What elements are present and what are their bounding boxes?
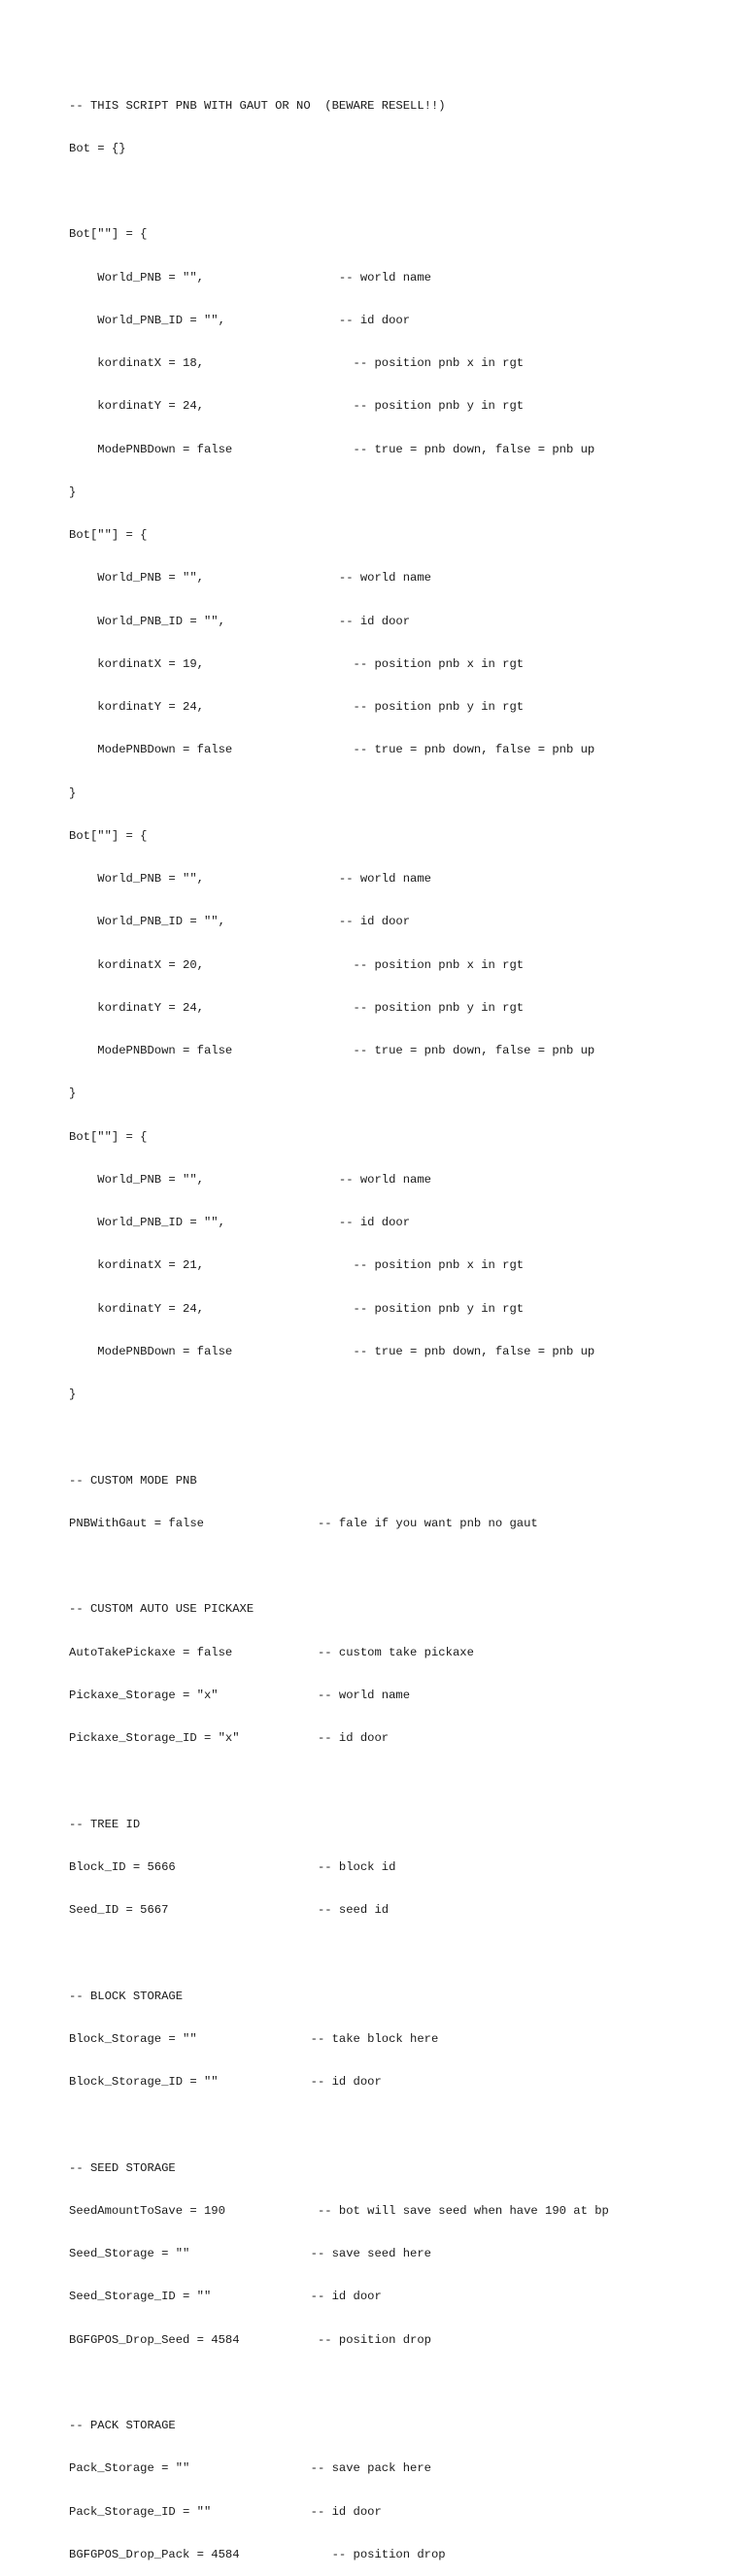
- code-line: kordinatX = 21, -- position pnb x in rgt: [69, 1258, 525, 1273]
- code-line: -- CUSTOM AUTO USE PICKAXE: [69, 1602, 254, 1617]
- code-line: }: [69, 1388, 77, 1401]
- code-line: Block_Storage_ID = "" -- id door: [69, 2075, 382, 2089]
- code-line: -- TREE ID: [69, 1817, 141, 1831]
- code-line: ModePNBDown = false -- true = pnb down, false = pnb up: [69, 442, 595, 456]
- code-line: -- BLOCK STORAGE: [69, 1989, 184, 2003]
- code-line: kordinatY = 24, -- position pnb y in rgt: [69, 700, 525, 714]
- code-line: -- SEED STORAGE: [69, 2160, 176, 2175]
- code-line: -- CUSTOM MODE PNB: [69, 1473, 197, 1488]
- code-line: [69, 1559, 729, 1574]
- code-line: Block_Storage = "" -- take block here: [69, 2031, 439, 2046]
- code-line: Pickaxe_Storage = "x" -- world name: [69, 1688, 411, 1702]
- code-line: Pack_Storage = "" -- save pack here: [69, 2461, 431, 2476]
- code-line: World_PNB_ID = "", -- id door: [69, 313, 411, 327]
- code-line: SeedAmountToSave = 190 -- bot will save seed when have 190 at bp: [69, 2203, 609, 2218]
- code-line: PNBWithGaut = false -- fale if you want pnb no gaut: [69, 1516, 538, 1530]
- code-line: Bot[""] = {: [69, 528, 148, 542]
- code-line: World_PNB = "", -- world name: [69, 571, 431, 585]
- code-line: kordinatY = 24, -- position pnb y in rgt: [69, 1000, 525, 1015]
- code-line: [69, 2376, 729, 2391]
- code-line: kordinatX = 18, -- position pnb x in rgt: [69, 356, 525, 370]
- code-line: ModePNBDown = false -- true = pnb down, false = pnb up: [69, 743, 595, 757]
- code-line: kordinatY = 24, -- position pnb y in rgt: [69, 1301, 525, 1316]
- code-line: [69, 2118, 729, 2132]
- code-line: BGFGPOS_Drop_Pack = 4584 -- position drop: [69, 2547, 446, 2561]
- code-line: Pack_Storage_ID = "" -- id door: [69, 2504, 382, 2519]
- code-line: [69, 184, 729, 199]
- code-line: [69, 1430, 729, 1445]
- code-line: -- THIS SCRIPT PNB WITH GAUT OR NO (BEWARE RESELL!!): [69, 98, 446, 113]
- code-line: World_PNB = "", -- world name: [69, 872, 431, 886]
- code-line: Seed_ID = 5667 -- seed id: [69, 1903, 390, 1917]
- code-line: World_PNB = "", -- world name: [69, 1172, 431, 1187]
- code-line: }: [69, 786, 77, 800]
- code-line: kordinatX = 20, -- position pnb x in rgt: [69, 957, 525, 972]
- code-line: Bot = {}: [69, 141, 126, 155]
- code-line: World_PNB_ID = "", -- id door: [69, 915, 411, 929]
- code-line: }: [69, 1087, 77, 1101]
- code-line: BGFGPOS_Drop_Seed = 4584 -- position drop: [69, 2332, 431, 2347]
- script-document: [69, 70, 729, 2576]
- code-line: kordinatX = 19, -- position pnb x in rgt: [69, 656, 525, 671]
- code-line: Pickaxe_Storage_ID = "x" -- id door: [69, 1731, 390, 1745]
- code-line: }: [69, 485, 77, 499]
- code-line: ModePNBDown = false -- true = pnb down, false = pnb up: [69, 1044, 595, 1057]
- code-line: Seed_Storage = "" -- save seed here: [69, 2247, 431, 2260]
- code-line: Block_ID = 5666 -- block id: [69, 1859, 396, 1874]
- code-line: ModePNBDown = false -- true = pnb down, false = pnb up: [69, 1344, 595, 1358]
- code-line: Bot[""] = {: [69, 828, 148, 843]
- code-line: Bot[""] = {: [69, 227, 148, 242]
- code-line: [69, 1774, 729, 1789]
- code-line: Bot[""] = {: [69, 1129, 148, 1144]
- code-line: [69, 1946, 729, 1960]
- code-line: Seed_Storage_ID = "" -- id door: [69, 2290, 382, 2304]
- code-line: -- PACK STORAGE: [69, 2419, 176, 2432]
- code-line: World_PNB = "", -- world name: [69, 270, 431, 284]
- code-line: World_PNB_ID = "", -- id door: [69, 1216, 411, 1229]
- code-line: World_PNB_ID = "", -- id door: [69, 614, 411, 628]
- code-line: kordinatY = 24, -- position pnb y in rgt: [69, 399, 525, 414]
- code-line: AutoTakePickaxe = false -- custom take pickaxe: [69, 1645, 474, 1659]
